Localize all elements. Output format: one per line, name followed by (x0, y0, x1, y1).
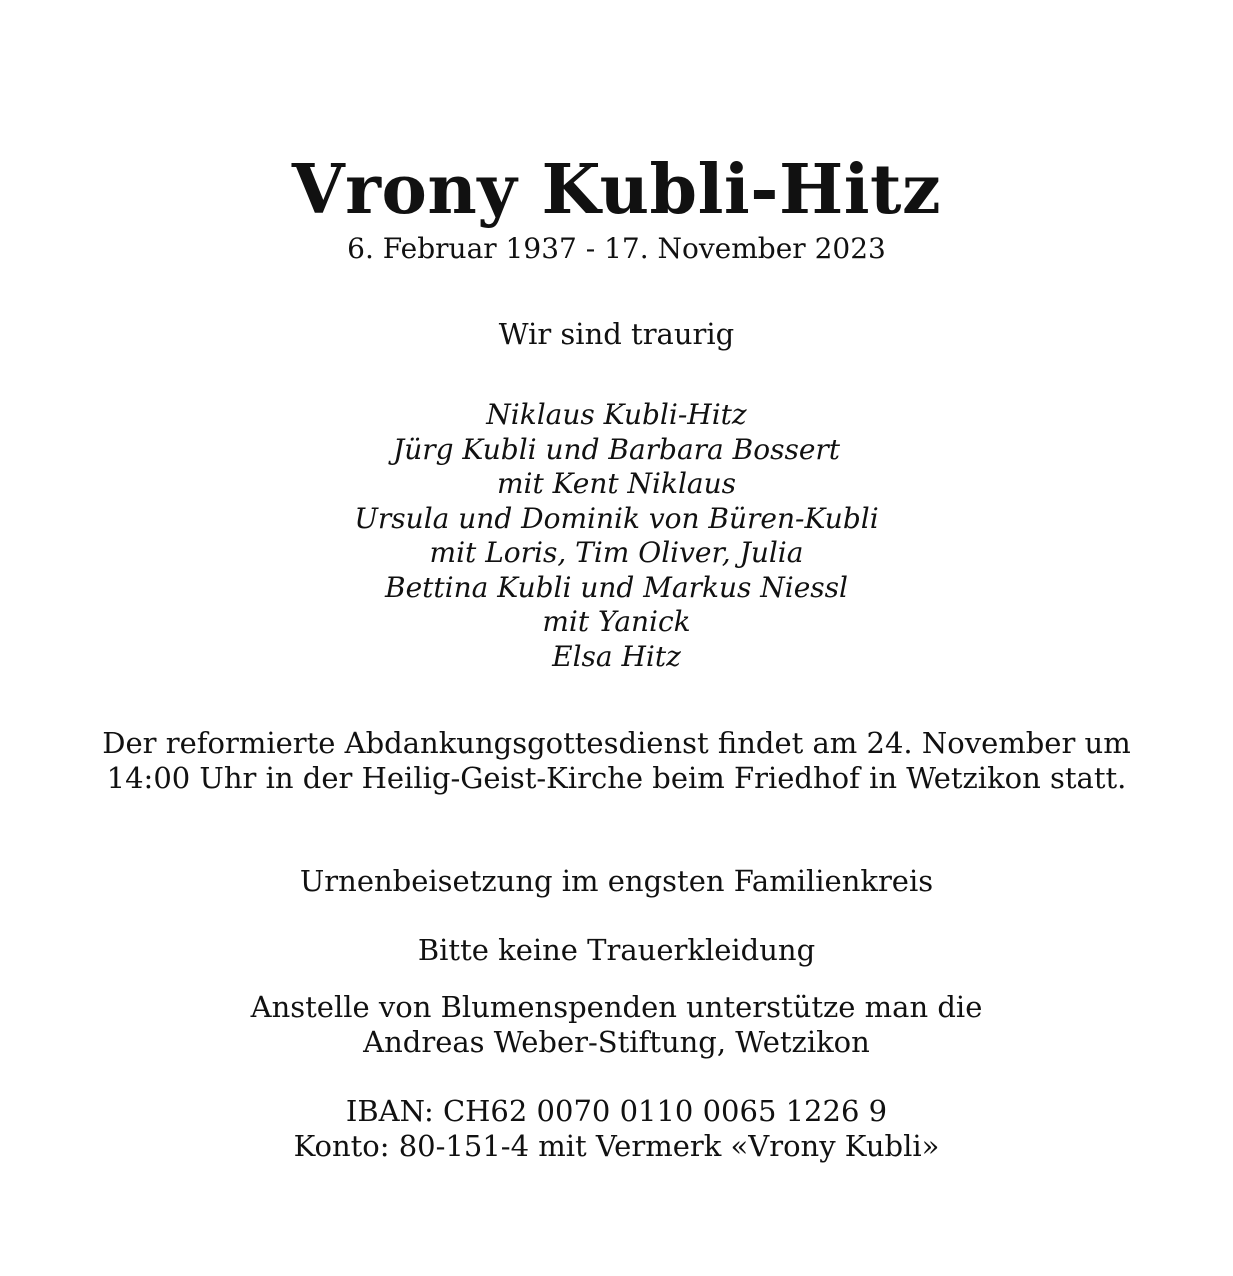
iban-line: IBAN: CH62 0070 0110 0065 1226 9 (345, 1094, 888, 1128)
mourner-line: Jürg Kubli und Barbara Bossert (392, 432, 841, 466)
intro-text: Wir sind traurig (498, 317, 735, 351)
donation-line: Anstelle von Blumenspenden unterstütze man die (250, 990, 983, 1024)
deceased-name: Vrony Kubli-Hitz (291, 150, 942, 230)
mourner-line: Bettina Kubli und Markus Niessl (385, 570, 848, 604)
donation-note (0, 990, 1233, 1060)
bank-details (0, 1094, 1233, 1164)
foundation-name: Andreas Weber-Stiftung, Wetzikon (363, 1025, 870, 1059)
urn-burial-note: Urnenbeisetzung im engsten Familienkreis (299, 864, 934, 898)
life-dates: 6. Februar 1937 - 17. November 2023 (347, 232, 886, 265)
mourner-line: Ursula und Dominik von Büren-Kubli (354, 501, 879, 535)
service-announcement: Der reformierte Abdankungsgottesdienst findet am 24. November um 14:00 Uhr in der Heilig-Geist-Kirche beim Friedhof in Wetzikon statt. (102, 726, 1131, 795)
clothing-note: Bitte keine Trauerkleidung (417, 933, 816, 967)
mourners-list (0, 398, 1233, 674)
mourner-line: Niklaus Kubli-Hitz (486, 398, 747, 431)
mourner-line: mit Kent Niklaus (496, 467, 737, 500)
mourner-line: mit Yanick (542, 605, 691, 638)
account-line: Konto: 80-151-4 mit Vermerk «Vrony Kubli» (293, 1129, 940, 1163)
mourner-line: mit Loris, Tim Oliver, Julia (429, 536, 804, 569)
mourner-line: Elsa Hitz (552, 639, 681, 673)
